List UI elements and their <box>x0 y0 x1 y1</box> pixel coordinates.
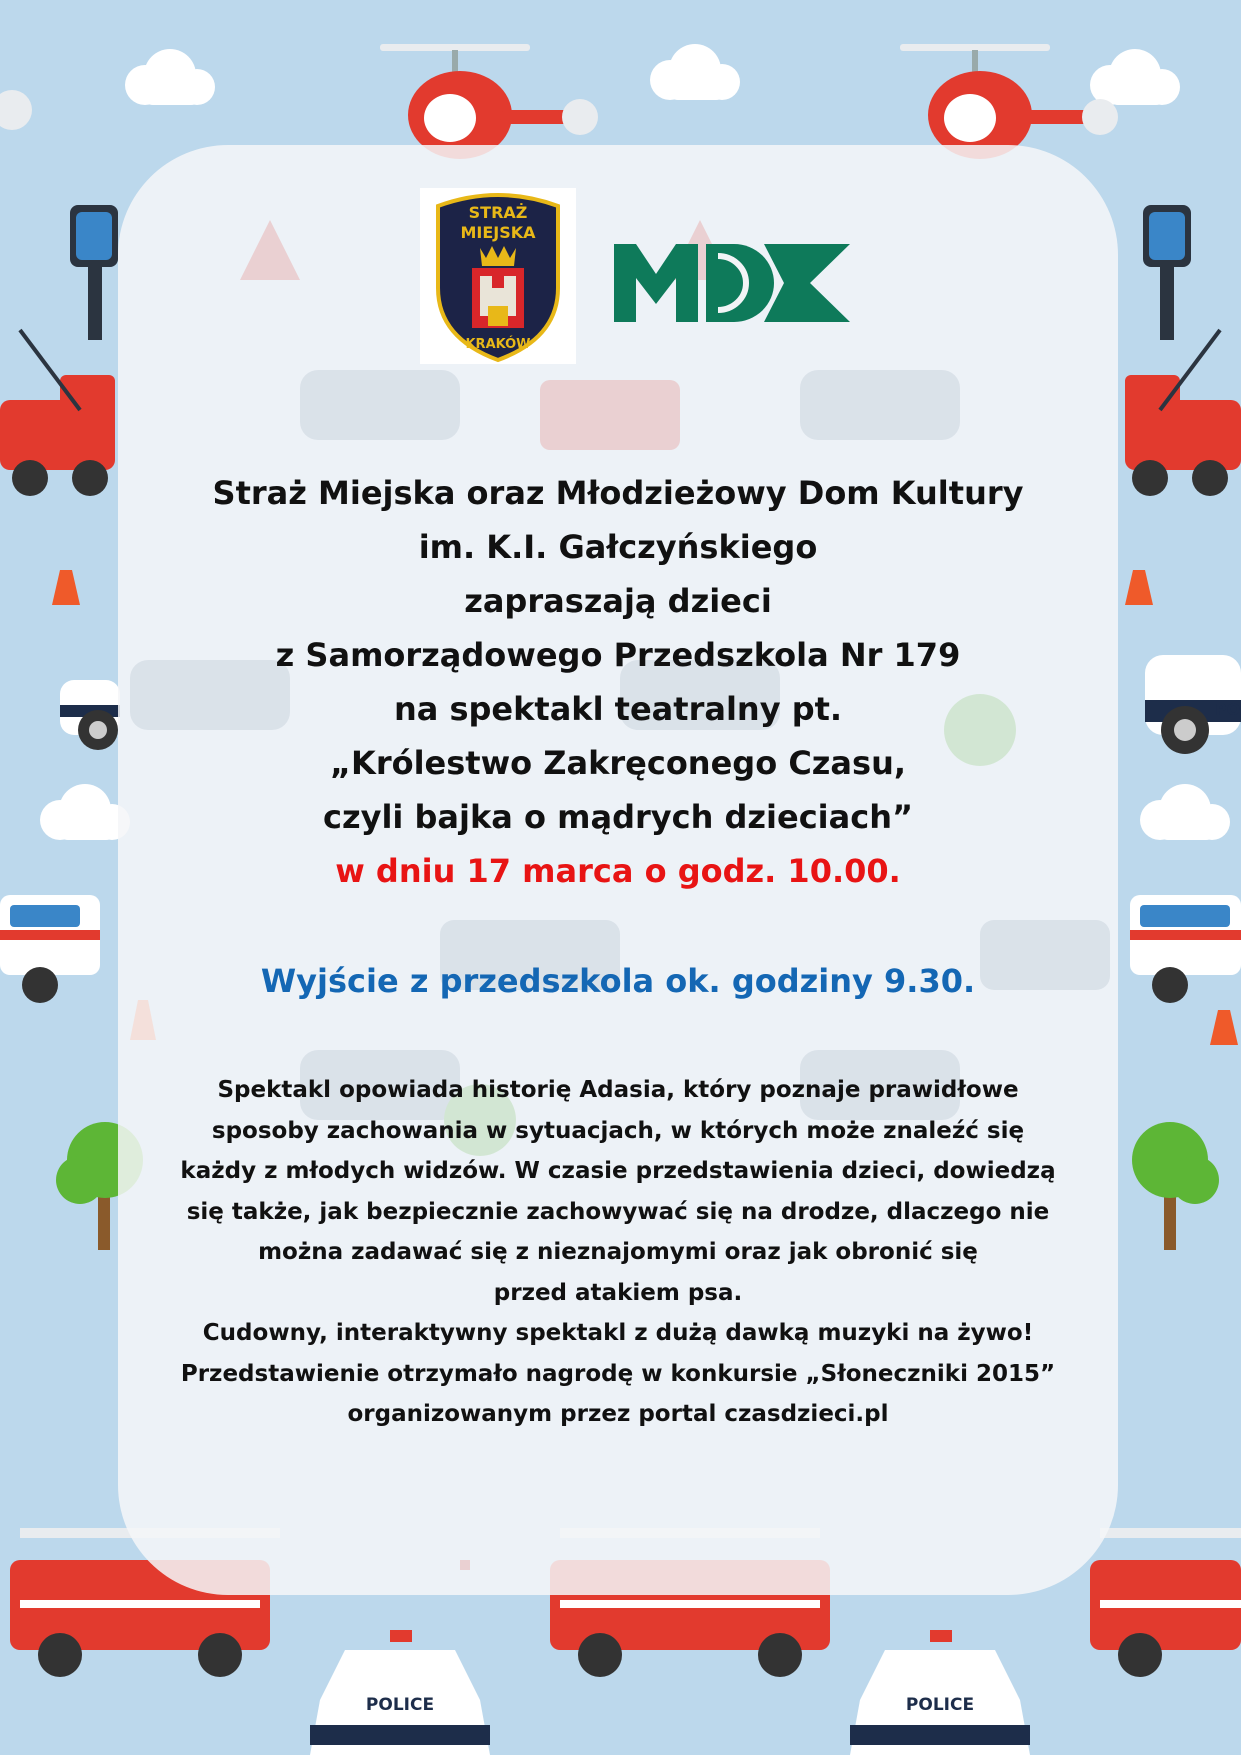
svg-text:POLICE: POLICE <box>365 1695 435 1715</box>
description-line: sposoby zachowania w sytuacjach, w których może znaleźć się <box>211 1117 1025 1144</box>
svg-text:PO: PO <box>1215 700 1241 719</box>
svg-text:POLICE: POLICE <box>905 1695 975 1715</box>
play-title-line: czyli bajka o mądrych dzieciach” <box>322 798 914 836</box>
headline-line: Straż Miejska oraz Młodzieżowy Dom Kultury <box>212 474 1024 512</box>
headline-line: na spektakl teatralny pt. <box>393 690 843 728</box>
departure-info: Wyjście z przedszkola ok. godziny 9.30. <box>260 962 976 1000</box>
description-line: każdy z młodych widzów. W czasie przedstawienia dzieci, dowiedzą <box>180 1158 1056 1184</box>
description-line: można zadawać się z nieznajomymi oraz jak obronić się <box>258 1239 978 1265</box>
description-line: przed atakiem psa. <box>493 1279 743 1306</box>
mdk-logo <box>614 244 850 322</box>
play-title-line: „Królestwo Zakręconego Czasu, <box>329 744 906 782</box>
svg-text:MIEJSKA: MIEJSKA <box>460 223 536 242</box>
event-date: w dniu 17 marca o godz. 10.00. <box>335 852 901 890</box>
headline-line: zapraszają dzieci <box>464 582 772 620</box>
description-line: Przedstawienie otrzymało nagrodę w konkursie „Słoneczniki 2015” <box>180 1360 1056 1387</box>
description-line: się także, jak bezpiecznie zachowywać się na drodze, dlaczego nie <box>186 1198 1050 1225</box>
headline-line: z Samorządowego Przedszkola Nr 179 <box>275 636 961 674</box>
headline-line: im. K.I. Gałczyńskiego <box>418 528 818 566</box>
play-description <box>140 1070 1096 1435</box>
description-line: Cudowny, interaktywny spektakl z dużą dawką muzyki na żywo! <box>202 1320 1034 1346</box>
svg-text:STRAŻ: STRAŻ <box>468 203 528 222</box>
straz-miejska-logo <box>420 188 576 364</box>
description-line: Spektakl opowiada historię Adasia, który poznaje prawidłowe <box>217 1077 1019 1103</box>
description-line: organizowanym przez portal czasdzieci.pl <box>347 1401 889 1427</box>
invitation-headline <box>118 466 1118 898</box>
svg-text:KRAKÓW: KRAKÓW <box>465 337 531 352</box>
